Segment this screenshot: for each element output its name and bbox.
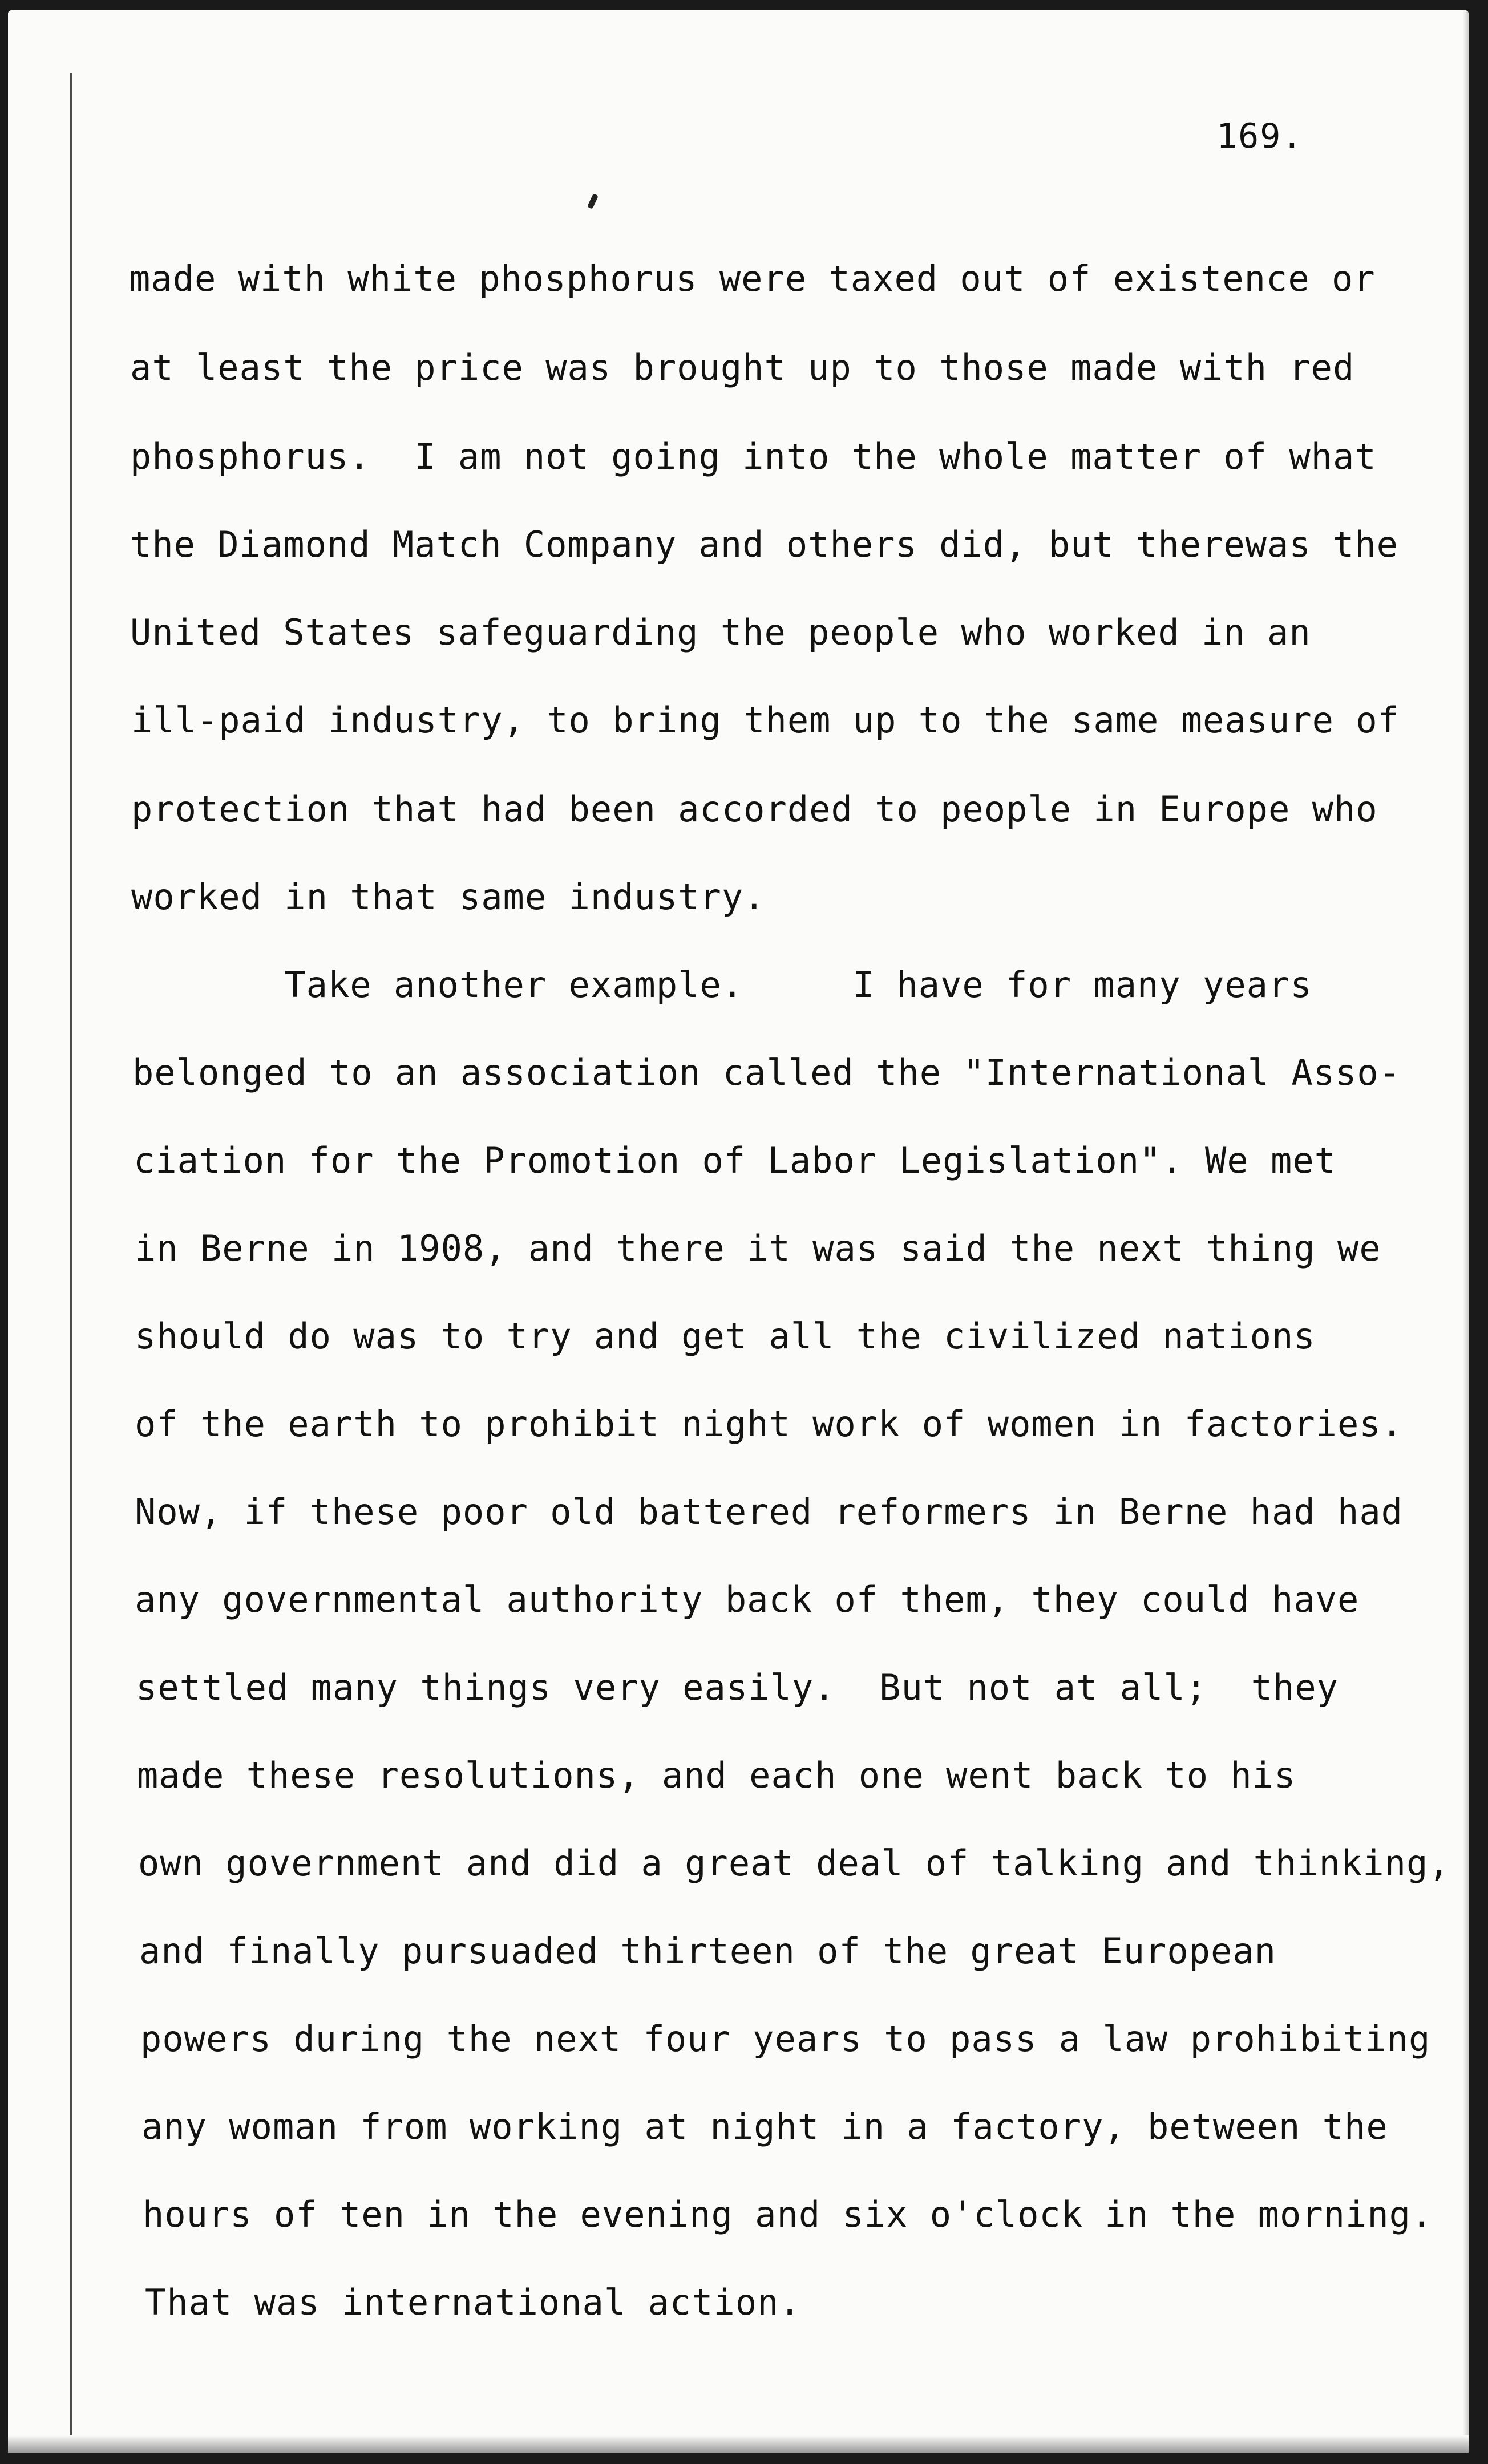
text-line: worked in that same industry. bbox=[131, 876, 766, 918]
text-line: should do was to try and get all the civilized nations bbox=[135, 1315, 1316, 1357]
text-line: at least the price was brought up to those made with red bbox=[130, 347, 1355, 388]
page-edge bbox=[1463, 10, 1469, 2453]
text-line: ill-paid industry, to bring them up to the same measure of bbox=[131, 699, 1400, 741]
text-line: any woman from working at night in a factory, between the bbox=[141, 2106, 1388, 2147]
ink-mark bbox=[587, 193, 599, 209]
text-line: ciation for the Promotion of Labor Legislation". We met bbox=[134, 1140, 1336, 1181]
text-line: protection that had been accorded to people in Europe who bbox=[131, 788, 1378, 830]
text-line: any governmental authority back of them, they could have bbox=[135, 1579, 1360, 1620]
text-line: of the earth to prohibit night work of women in factories. bbox=[135, 1403, 1403, 1445]
page-number: 169. bbox=[1216, 116, 1304, 156]
text-line: settled many things very easily. But not at all; they bbox=[136, 1667, 1339, 1708]
text-line: hours of ten in the evening and six o'clock in the morning. bbox=[143, 2194, 1433, 2235]
text-line: and finally pursuaded thirteen of the great European bbox=[139, 1930, 1277, 1972]
page-bottom-edge bbox=[8, 2435, 1469, 2453]
text-line: belonged to an association called the "International Asso- bbox=[132, 1052, 1401, 1093]
text-line: powers during the next four years to pass a law prohibiting bbox=[140, 2018, 1431, 2060]
text-line: United States safeguarding the people who worked in an bbox=[130, 611, 1311, 653]
text-line: own government and did a great deal of talking and thinking, bbox=[138, 1842, 1450, 1884]
text-line: made with white phosphorus were taxed out of existence or bbox=[129, 258, 1376, 299]
text-line: Now, if these poor old battered reformers in Berne had had bbox=[135, 1491, 1403, 1533]
text-line: the Diamond Match Company and others did, but therewas the bbox=[130, 524, 1398, 565]
text-line: That was international action. bbox=[145, 2281, 801, 2323]
text-line: in Berne in 1908, and there it was said the next thing we bbox=[135, 1227, 1381, 1269]
document-page bbox=[8, 10, 1469, 2453]
margin-rule bbox=[70, 73, 72, 2440]
text-line: Take another example. I have for many years bbox=[131, 964, 1312, 1006]
text-line: made these resolutions, and each one went back to his bbox=[137, 1754, 1296, 1796]
text-line: phosphorus. I am not going into the whole matter of what bbox=[130, 436, 1377, 477]
